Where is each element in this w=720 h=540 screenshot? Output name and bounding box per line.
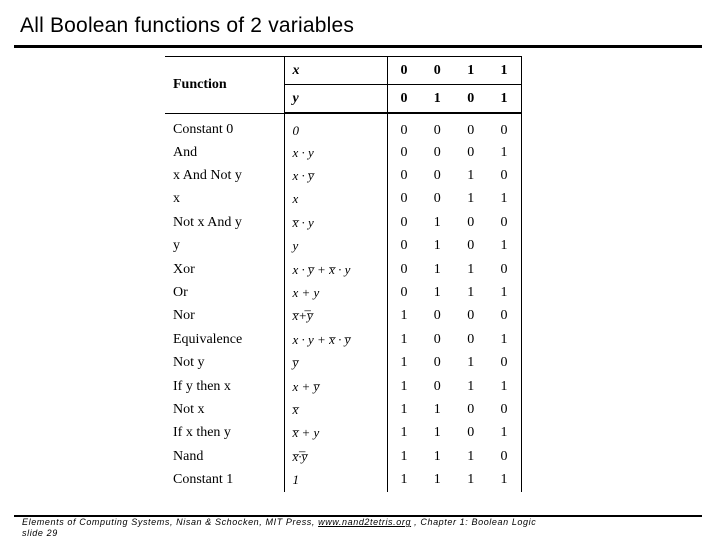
function-expression: x xyxy=(284,188,387,211)
table-row xyxy=(165,113,521,141)
output-value: 0 xyxy=(488,113,522,141)
table-row xyxy=(165,375,521,398)
x-value: 1 xyxy=(454,57,488,85)
output-value: 0 xyxy=(488,352,522,375)
y-value: 1 xyxy=(488,85,522,114)
output-value: 1 xyxy=(467,448,475,464)
output-value: 0 xyxy=(433,191,441,207)
output-value: 1 xyxy=(488,141,522,164)
output-value: 0 xyxy=(387,211,421,234)
table-body xyxy=(165,113,521,492)
slide-title: All Boolean functions of 2 variables xyxy=(20,14,355,37)
function-name: x And Not y xyxy=(173,168,242,184)
function-expression: x + y̅ xyxy=(284,375,387,398)
output-value: 0 xyxy=(387,258,421,281)
output-value: 0 xyxy=(488,445,522,468)
function-name: If y then x xyxy=(173,378,231,394)
function-expression: x · y̅ xyxy=(284,164,387,187)
output-value: 0 xyxy=(467,401,475,417)
output-value: 0 xyxy=(433,378,441,394)
table-row xyxy=(165,398,521,421)
table-row xyxy=(165,445,521,468)
footer-chapter-text: , Chapter 1: Boolean Logic xyxy=(411,517,537,527)
output-value: 0 xyxy=(433,355,441,371)
output-value: 1 xyxy=(488,328,522,351)
output-value: 1 xyxy=(488,188,522,211)
function-expression: 0 xyxy=(284,113,387,141)
table-row xyxy=(165,164,521,187)
function-name: Not x xyxy=(173,401,205,417)
y-value: 1 xyxy=(421,85,455,114)
output-value: 1 xyxy=(387,328,421,351)
function-expression: 1 xyxy=(284,468,387,491)
table-row xyxy=(165,211,521,234)
output-value: 0 xyxy=(387,188,421,211)
output-value: 1 xyxy=(467,261,475,277)
function-name: Equivalence xyxy=(173,331,243,347)
title-divider xyxy=(14,45,702,48)
output-value: 1 xyxy=(467,168,475,184)
function-expression: x · y̅ + x̅ · y xyxy=(284,258,387,281)
output-value: 0 xyxy=(467,238,475,254)
table-row xyxy=(165,328,521,351)
function-expression: x + y xyxy=(284,281,387,304)
function-expression: x̅ + y xyxy=(284,422,387,445)
output-value: 0 xyxy=(433,144,441,160)
output-value: 1 xyxy=(387,398,421,421)
function-expression: x̅+̅y̅ xyxy=(284,305,387,328)
x-value: 0 xyxy=(421,57,455,85)
table-row xyxy=(165,281,521,304)
function-name: Not x And y xyxy=(173,214,242,230)
output-value: 1 xyxy=(488,468,522,491)
output-value: 1 xyxy=(467,191,475,207)
output-value: 1 xyxy=(467,355,475,371)
function-expression: y xyxy=(284,235,387,258)
output-value: 0 xyxy=(433,122,441,138)
output-value: 1 xyxy=(387,352,421,375)
output-value: 1 xyxy=(387,468,421,491)
y-value: 0 xyxy=(387,85,421,114)
output-value: 0 xyxy=(467,308,475,324)
output-value: 0 xyxy=(467,122,475,138)
output-value: 1 xyxy=(433,448,441,464)
output-value: 1 xyxy=(433,285,441,301)
function-name: If x then y xyxy=(173,425,231,441)
table-row xyxy=(165,468,521,491)
output-value: 1 xyxy=(433,261,441,277)
function-name: Nand xyxy=(173,448,204,464)
function-expression: x̅ xyxy=(284,398,387,421)
function-name: Not y xyxy=(173,355,205,371)
table-row xyxy=(165,352,521,375)
output-value: 0 xyxy=(467,214,475,230)
output-value: 1 xyxy=(387,375,421,398)
output-value: 1 xyxy=(387,422,421,445)
output-value: 0 xyxy=(433,331,441,347)
output-value: 1 xyxy=(433,425,441,441)
output-value: 0 xyxy=(387,113,421,141)
output-value: 1 xyxy=(488,235,522,258)
output-value: 0 xyxy=(387,281,421,304)
function-name: Or xyxy=(173,285,188,301)
x-value: 1 xyxy=(488,57,522,85)
x-label: x xyxy=(284,57,387,85)
output-value: 0 xyxy=(387,164,421,187)
output-value: 1 xyxy=(433,238,441,254)
y-label: y xyxy=(284,85,387,114)
output-value: 0 xyxy=(433,168,441,184)
output-value: 0 xyxy=(433,308,441,324)
footer-citation-text: Elements of Computing Systems, Nisan & Schocken, MIT Press, xyxy=(22,517,319,527)
table-row xyxy=(165,258,521,281)
output-value: 0 xyxy=(488,398,522,421)
x-value: 0 xyxy=(387,57,421,85)
footer-link[interactable]: www.nand2tetris.org xyxy=(318,517,412,527)
output-value: 0 xyxy=(467,331,475,347)
output-value: 1 xyxy=(467,472,475,488)
function-name: y xyxy=(173,238,180,254)
table-row xyxy=(165,141,521,164)
function-expression: x̅ · y xyxy=(284,211,387,234)
output-value: 1 xyxy=(467,285,475,301)
output-value: 1 xyxy=(488,281,522,304)
table-row xyxy=(165,188,521,211)
output-value: 0 xyxy=(387,141,421,164)
function-name: Constant 0 xyxy=(173,122,234,138)
slide-number: slide 29 xyxy=(22,528,58,538)
output-value: 1 xyxy=(488,375,522,398)
function-expression: x · y + x̅ · y̅ xyxy=(284,328,387,351)
table-row xyxy=(165,235,521,258)
output-value: 1 xyxy=(467,378,475,394)
function-name: And xyxy=(173,144,198,160)
footer xyxy=(22,517,536,539)
output-value: 1 xyxy=(488,422,522,445)
y-value: 0 xyxy=(454,85,488,114)
x-header-row xyxy=(165,57,521,85)
output-value: 0 xyxy=(488,258,522,281)
function-name: x xyxy=(173,191,180,207)
function-name: Xor xyxy=(173,261,195,277)
output-value: 1 xyxy=(433,214,441,230)
output-value: 0 xyxy=(488,164,522,187)
output-value: 0 xyxy=(467,425,475,441)
function-expression: x · y xyxy=(284,141,387,164)
output-value: 1 xyxy=(387,305,421,328)
function-name: Constant 1 xyxy=(173,472,234,488)
output-value: 0 xyxy=(387,235,421,258)
function-expression: x̅·̅y̅ xyxy=(284,445,387,468)
output-value: 1 xyxy=(433,472,441,488)
table-row xyxy=(165,305,521,328)
footer-citation xyxy=(22,517,536,528)
function-name: Nor xyxy=(173,308,195,324)
output-value: 0 xyxy=(488,211,522,234)
boolean-functions-table xyxy=(165,56,522,492)
function-expression: y̅ xyxy=(284,352,387,375)
output-value: 0 xyxy=(488,305,522,328)
table-row xyxy=(165,422,521,445)
output-value: 1 xyxy=(433,401,441,417)
output-value: 0 xyxy=(467,144,475,160)
output-value: 1 xyxy=(387,445,421,468)
function-header: Function xyxy=(165,57,284,114)
